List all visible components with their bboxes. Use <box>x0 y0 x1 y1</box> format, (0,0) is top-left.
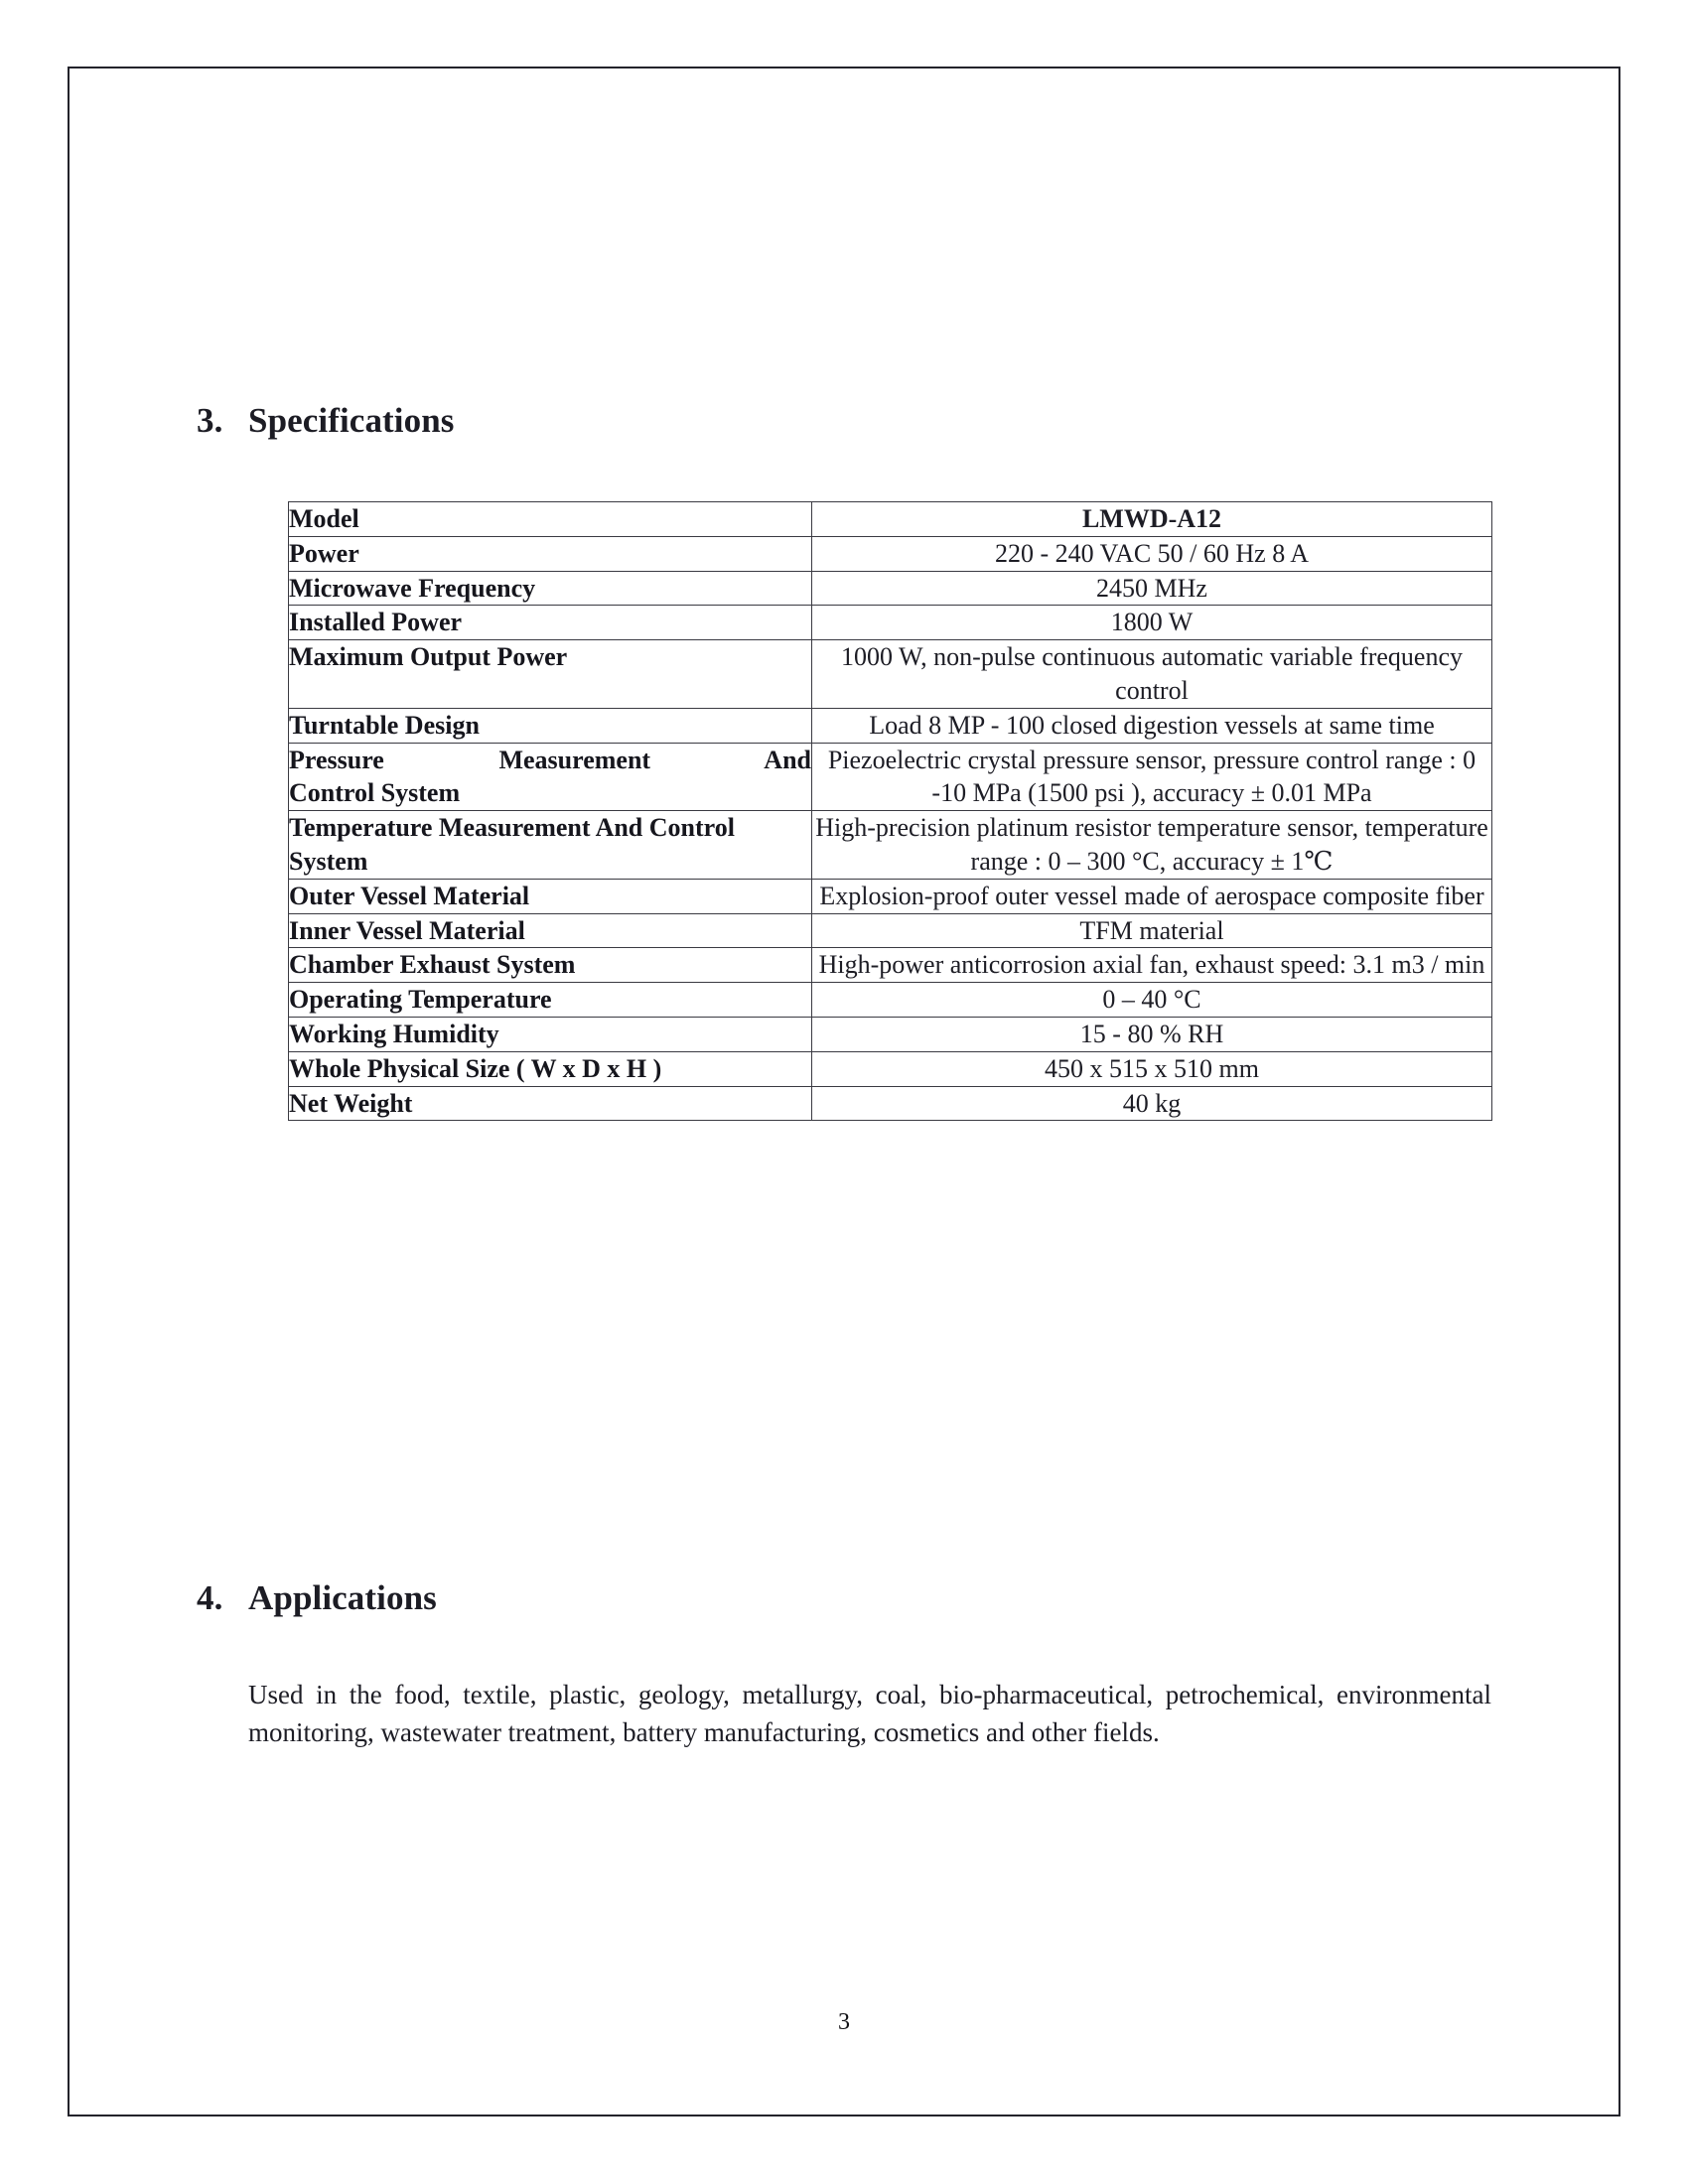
table-row <box>289 913 1492 948</box>
table-row <box>289 811 1492 880</box>
spec-label-line: Pressure Measurement And <box>289 745 811 774</box>
spec-label-cell: Maximum Output Power <box>289 640 812 709</box>
specifications-table-body <box>289 502 1492 1121</box>
specifications-table <box>288 501 1492 1121</box>
spec-label-cell: Microwave Frequency <box>289 571 812 606</box>
spec-value-cell: Piezoelectric crystal pressure sensor, pressure control range : 0 -10 MPa (1500 psi ), accuracy ± 0.01 MPa <box>812 743 1492 811</box>
spec-label-cell: Inner Vessel Material <box>289 913 812 948</box>
spec-value-cell: 15 - 80 % RH <box>812 1017 1492 1051</box>
spec-value-cell: 450 x 515 x 510 mm <box>812 1051 1492 1086</box>
page-border-frame <box>68 67 1620 2116</box>
table-row <box>289 571 1492 606</box>
table-row <box>289 606 1492 640</box>
spec-label-cell: Operating Temperature <box>289 983 812 1018</box>
specifications-table-container <box>288 501 1491 1121</box>
section-number: 4. <box>197 1578 223 1617</box>
table-row <box>289 708 1492 743</box>
section-number: 3. <box>197 401 223 440</box>
spec-value-cell: 1000 W, non-pulse continuous automatic variable frequency control <box>812 640 1492 709</box>
page-content-area <box>70 68 1618 2115</box>
spec-label-cell: Whole Physical Size ( W x D x H ) <box>289 1051 812 1086</box>
table-row <box>289 983 1492 1018</box>
spec-label-line: Control System <box>289 778 461 808</box>
spec-value-cell: Explosion-proof outer vessel made of aerospace composite fiber <box>812 879 1492 913</box>
page-number: 3 <box>838 2009 850 2035</box>
spec-value-cell: 2450 MHz <box>812 571 1492 606</box>
spec-value-cell: Load 8 MP - 100 closed digestion vessels at same time <box>812 708 1492 743</box>
spec-label-cell: Model <box>289 502 812 537</box>
table-row <box>289 502 1492 537</box>
section-title: Applications <box>248 1578 437 1617</box>
spec-label-cell: Chamber Exhaust System <box>289 948 812 983</box>
spec-value-cell: 220 - 240 VAC 50 / 60 Hz 8 A <box>812 536 1492 571</box>
spec-value-cell: 1800 W <box>812 606 1492 640</box>
table-row <box>289 640 1492 709</box>
section-heading-applications <box>197 1579 437 1618</box>
spec-value-cell: LMWD-A12 <box>812 502 1492 537</box>
spec-value-cell: High-power anticorrosion axial fan, exhaust speed: 3.1 m3 / min <box>812 948 1492 983</box>
spec-label-cell: Working Humidity <box>289 1017 812 1051</box>
table-row <box>289 743 1492 811</box>
table-row <box>289 948 1492 983</box>
spec-value-cell: 0 – 40 °C <box>812 983 1492 1018</box>
table-row <box>289 1051 1492 1086</box>
spec-value-cell: High-precision platinum resistor temperature sensor, temperature range : 0 – 300 °C, accuracy ± 1℃ <box>812 811 1492 880</box>
table-row <box>289 1086 1492 1121</box>
table-row <box>289 879 1492 913</box>
spec-label-cell: Turntable Design <box>289 708 812 743</box>
table-row <box>289 1017 1492 1051</box>
applications-body-text: Used in the food, textile, plastic, geology, metallurgy, coal, bio-pharmaceutical, petrochemical, environmental monitoring, wastewater treatment, battery manufacturing, cosmetics and other fields. <box>248 1680 1491 1748</box>
spec-label-cell: Temperature Measurement And Control System <box>289 811 812 880</box>
spec-value-cell: 40 kg <box>812 1086 1492 1121</box>
spec-label-cell: Installed Power <box>289 606 812 640</box>
section-title: Specifications <box>248 401 455 440</box>
spec-label-cell: Outer Vessel Material <box>289 879 812 913</box>
spec-label-cell: Net Weight <box>289 1086 812 1121</box>
table-row <box>289 536 1492 571</box>
spec-label-cell <box>289 743 812 811</box>
spec-value-cell: TFM material <box>812 913 1492 948</box>
spec-label-cell: Power <box>289 536 812 571</box>
section-heading-specifications <box>197 402 455 441</box>
